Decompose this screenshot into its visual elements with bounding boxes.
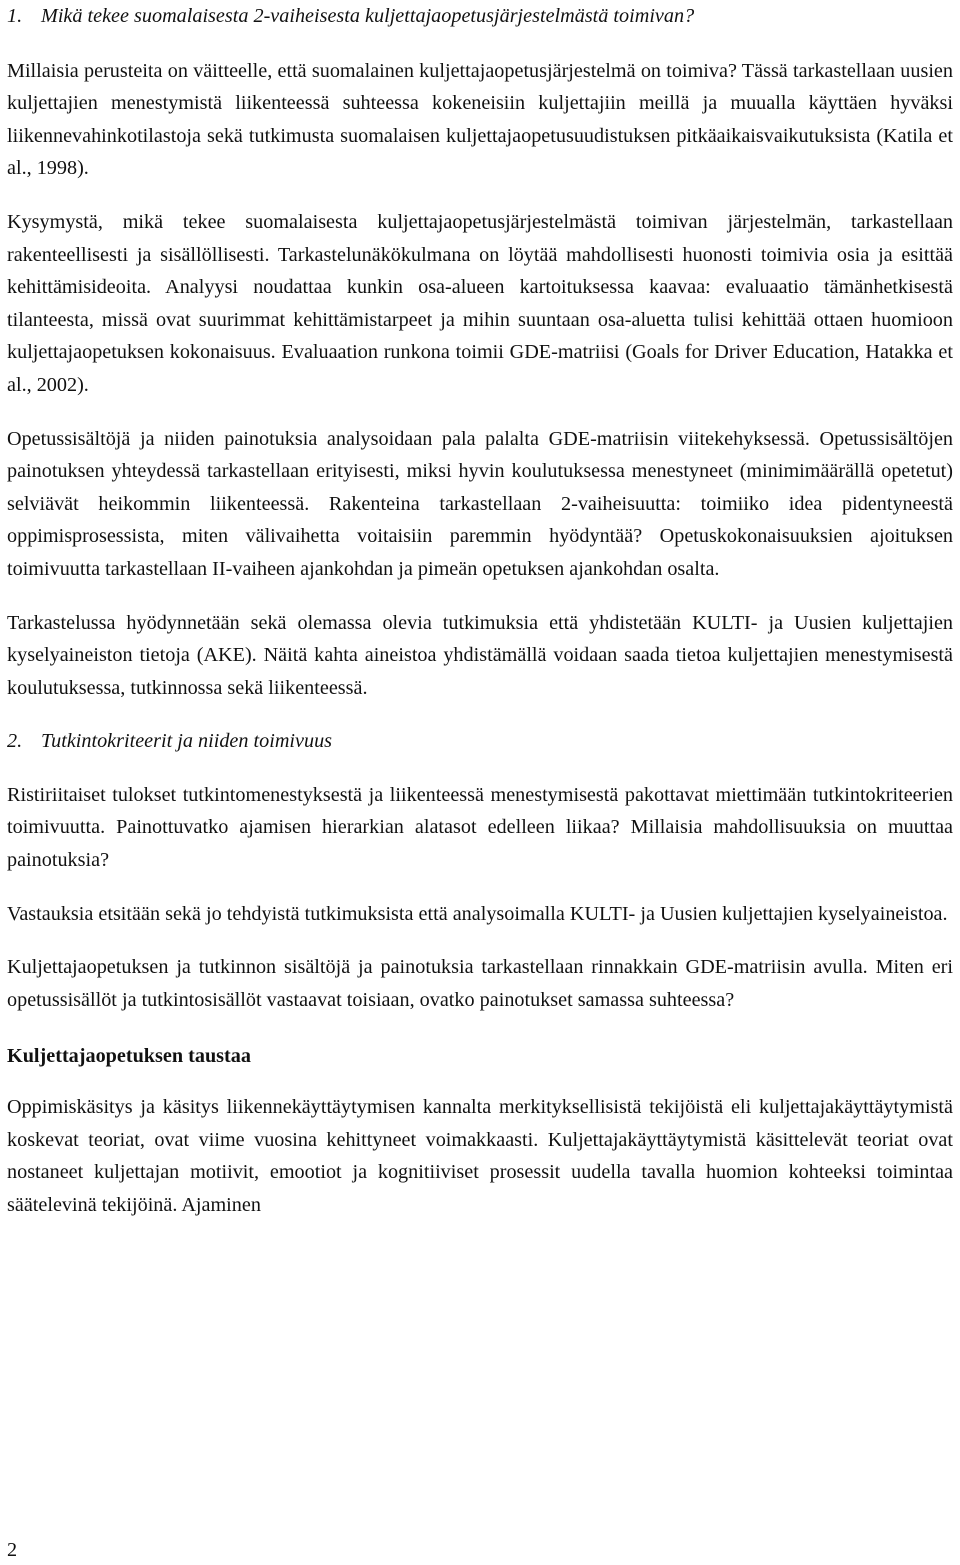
subsection-heading: Kuljettajaopetuksen taustaa bbox=[7, 1045, 251, 1068]
section-heading-2 bbox=[7, 725, 953, 758]
paragraph: Tarkastelussa hyödynnetään sekä olemassa olevia tutkimuksia että yhdistetään KULTI- ja Uusien kuljettajien kyselyaineiston tietoja (AKE). Näitä kahta aineistoa yhdistämällä voidaan saada tietoa kuljettajien menestymisestä koulutuksessa, tutkinnossa sekä liikenteessä. bbox=[7, 611, 953, 699]
paragraph: Oppimiskäsitys ja käsitys liikennekäyttäytymisen kannalta merkityksellisistä tekijöistä eli kuljettajakäyttäytymistä koskevat teoriat, ovat viime vuosina kehittyneet voimakkaasti. Kuljettajakäyttäytymistä käsittelevät teoriat ovat nostaneet kuljettajan motiivit, emootiot ja kognitiiviset prosessit uudella tavalla huomion kohteeksi toimintaa säätelevinä tekijöinä. Ajaminen bbox=[7, 1096, 953, 1216]
paragraph: Kysymystä, mikä tekee suomalaisesta kuljettajaopetusjärjestelmästä toimivan järjestelmän, tarkastellaan rakenteellisesti ja sisällöllisesti. Tarkastelunäkökulmana on löytää mahdollisesti huonosti toimivia osia ja esittää kehittämisideoita. Analyysi noudattaa kunkin osa-alueen kartoituksessa kaavaa: evaluaatio tämänhetkisestä tilanteesta, missä ovat suurimmat kehittämistarpeet ja mihin suuntaan osa-aluetta tulisi kehittää ottaen huomioon kuljettajaopetuksen kokonaisuus. Evaluaation runkona toimii GDE-matriisi (Goals for Driver Education, Hatakka et al., 2002). bbox=[7, 210, 953, 396]
paragraph: Opetussisältöjä ja niiden painotuksia analysoidaan pala palalta GDE-matriisin viitekehyksessä. Opetussisältöjen painotuksen yhteydessä tarkastellaan erityisesti, miksi hyvin koulutuksessa menestyneet (minimimäärällä opetetut) selviävät heikommin liikenteessä. Rakenteina tarkastellaan 2-vaiheisuutta: toimiiko idea pidentyneestä oppimisprosessista, miten välivaihetta voitaisiin paremmin hyödyntää? Opetuskokonaisuuksien ajoituksen toimivuutta tarkastellaan II-vaiheen ajankohdan ja pimeän opetuksen ajankohdan osalta. bbox=[7, 427, 953, 580]
section-number: 2. bbox=[7, 730, 23, 753]
page-number: 2 bbox=[7, 1539, 18, 1561]
paragraph: Ristiriitaiset tulokset tutkintomenestyksestä ja liikenteessä menestymisestä pakottavat miettimään tutkintokriteerien toimivuutta. Painottuvatko ajamisen hierarkian alatasot edelleen liikaa? Millaisia mahdollisuuksia on muuttaa painotuksia? bbox=[7, 783, 953, 872]
document-page bbox=[7, 0, 953, 1221]
section-number: 1. bbox=[7, 5, 23, 27]
section-title: Mikä tekee suomalaisesta 2-vaiheisesta kuljettajaopetusjärjestelmästä toimivan? bbox=[41, 5, 695, 27]
paragraph: Vastauksia etsitään sekä jo tehdyistä tutkimuksista että analysoimalla KULTI- ja Uusien kuljettajien kyselyaineistoa. bbox=[7, 902, 948, 925]
paragraph: Kuljettajaopetuksen ja tutkinnon sisältöjä ja painotuksia tarkastellaan rinnakkain GDE-matriisin avulla. Miten eri opetussisällöt ja tutkintosisällöt vastaavat toisiaan, ovatko painotukset samassa suhteessa? bbox=[7, 956, 953, 1011]
paragraph: Millaisia perusteita on väitteelle, että suomalainen kuljettajaopetusjärjestelmä on toimiva? Tässä tarkastellaan uusien kuljettajien menestymistä liikenteessä suhteessa kokeneisiin kuljettajiin meillä ja muualla käyttäen hyväksi liikennevahinkotilastoja sekä tutkimusta suomalaisen kuljettajaopetusuudistuksen pitkäaikaisvaikutuksista (Katila et al., 1998). bbox=[7, 59, 953, 180]
section-title: Tutkintokriteerit ja niiden toimivuus bbox=[41, 730, 333, 753]
section-heading-1 bbox=[7, 0, 953, 33]
